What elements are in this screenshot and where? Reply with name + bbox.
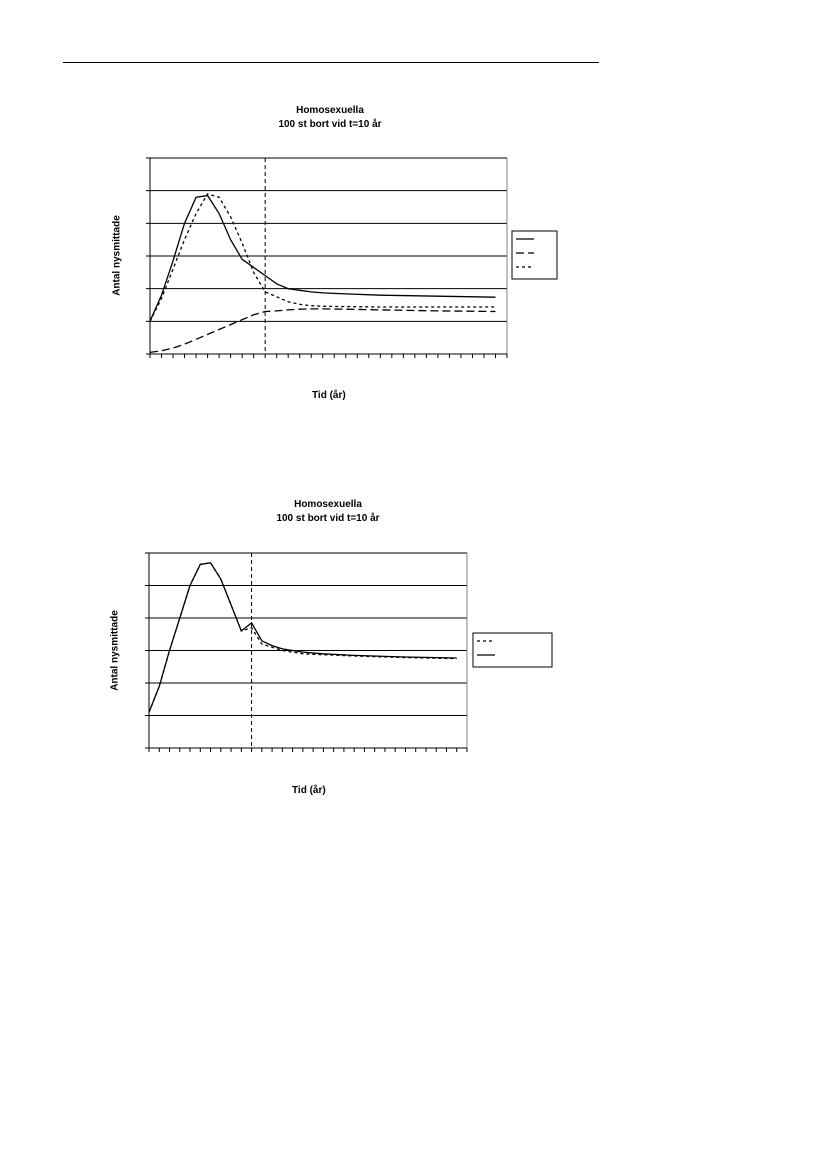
chart1-xlabel: Tid (år) bbox=[312, 390, 346, 401]
chart1-ylabel: Antal nysmittade bbox=[111, 215, 123, 296]
chart2-ylabel: Antal nysmittade bbox=[109, 610, 121, 691]
chart2-legend-box bbox=[473, 633, 552, 667]
chart2-title-line2: 100 st bort vid t=10 år bbox=[276, 513, 380, 524]
chart1-title-line1: Homosexuella bbox=[296, 105, 364, 116]
chart1-title-line2: 100 st bort vid t=10 år bbox=[278, 119, 382, 130]
chart2-xlabel: Tid (år) bbox=[292, 785, 326, 796]
chart2-title-line1: Homosexuella bbox=[294, 499, 362, 510]
